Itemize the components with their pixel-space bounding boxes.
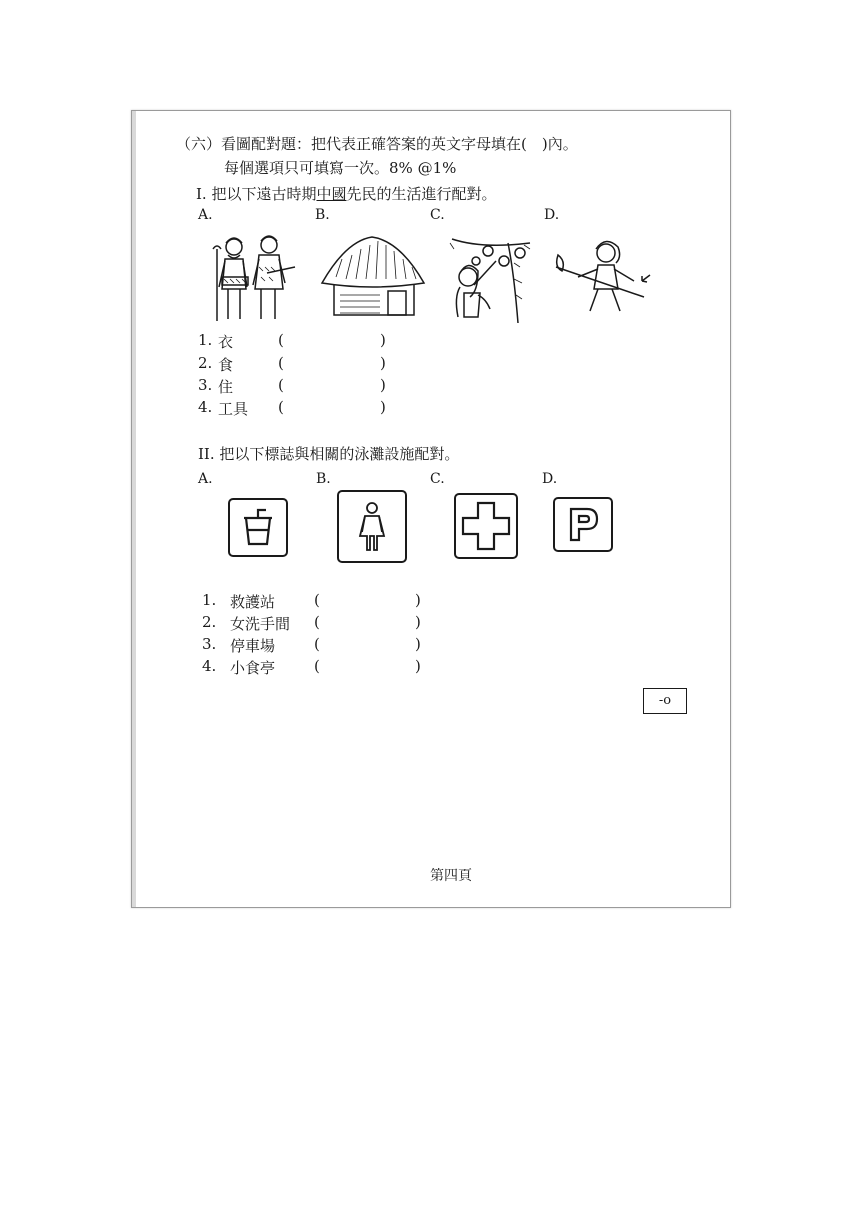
item-number: 2. — [198, 354, 213, 372]
fruit-picking-icon — [448, 233, 536, 325]
instruction-line: 每個選項只可填寫一次。8% @1% — [224, 159, 457, 177]
spear-fishing-icon — [554, 237, 654, 321]
part1-option-a: A. — [198, 207, 213, 223]
item-number: 4. — [198, 398, 213, 416]
cavemen-clothing-icon — [207, 229, 297, 324]
answer-blank-close: ) — [415, 591, 421, 609]
item-label: 工具 — [218, 400, 249, 418]
answer-blank-close: ) — [415, 613, 421, 631]
answer-blank-close: ) — [380, 354, 386, 372]
answer-blank-open[interactable]: ( — [314, 635, 320, 653]
part1-option-d: D. — [544, 207, 560, 223]
item-number: 1. — [202, 591, 217, 609]
part2-option-b: B. — [316, 471, 331, 487]
answer-blank-open[interactable]: ( — [278, 398, 284, 416]
page-number: 第四頁 — [430, 868, 472, 884]
answer-blank-open[interactable]: ( — [314, 657, 320, 675]
item-number: 1. — [198, 331, 213, 349]
answer-blank-open[interactable]: ( — [278, 331, 284, 349]
part1-option-c: C. — [430, 207, 445, 223]
item-label: 住 — [218, 378, 234, 396]
item-number: 4. — [202, 657, 217, 675]
answer-blank-close: ) — [415, 657, 421, 675]
item-number: 3. — [198, 376, 213, 394]
thatched-hut-icon — [316, 233, 428, 321]
part2-option-c: C. — [430, 471, 445, 487]
part1-title-underlined: 中國 — [316, 185, 347, 203]
woman-toilet-icon — [337, 490, 407, 563]
answer-blank-close: ) — [415, 635, 421, 653]
section-header: （六）看圖配對題：把代表正確答案的英文字母填在( )內。 — [176, 135, 578, 153]
answer-blank-close: ) — [380, 376, 386, 394]
first-aid-cross-icon — [454, 493, 518, 559]
part2-title: II. 把以下標誌與相關的泳灘設施配對。 — [198, 445, 460, 463]
answer-blank-close: ) — [380, 398, 386, 416]
cup-drink-icon — [228, 498, 288, 557]
item-label: 小食亭 — [230, 659, 276, 677]
item-number: 2. — [202, 613, 217, 631]
answer-blank-open[interactable]: ( — [278, 354, 284, 372]
part2-option-d: D. — [542, 471, 558, 487]
item-label: 救護站 — [230, 593, 276, 611]
part2-option-a: A. — [198, 471, 213, 487]
answer-blank-open[interactable]: ( — [314, 613, 320, 631]
answer-blank-open[interactable]: ( — [314, 591, 320, 609]
part1-option-b: B. — [315, 207, 330, 223]
score-box: -o — [643, 688, 687, 714]
worksheet-page — [131, 110, 731, 908]
parking-p-icon — [553, 497, 613, 552]
item-label: 女洗手間 — [230, 615, 291, 633]
item-number: 3. — [202, 635, 217, 653]
answer-blank-open[interactable]: ( — [278, 376, 284, 394]
answer-blank-close: ) — [380, 331, 386, 349]
part1-title: I. 把以下遠古時期中國先民的生活進行配對。 — [196, 185, 497, 203]
item-label: 衣 — [218, 333, 234, 351]
item-label: 食 — [218, 356, 234, 374]
item-label: 停車場 — [230, 637, 276, 655]
